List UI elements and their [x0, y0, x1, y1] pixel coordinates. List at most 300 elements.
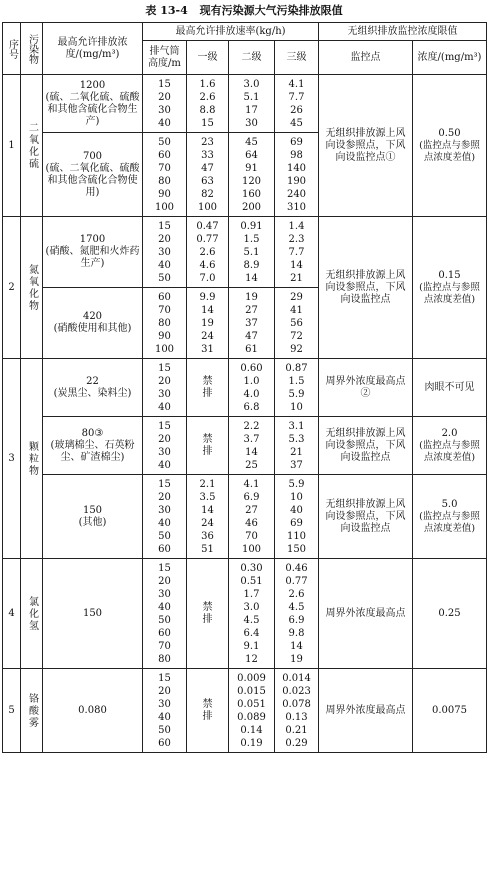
grade3-value: 5.9	[288, 478, 305, 490]
grade2-value: 6.8	[243, 401, 260, 413]
grade3-value: 2.6	[288, 588, 305, 600]
grade2-value: 5.1	[243, 91, 260, 103]
grade2-value: 17	[245, 104, 258, 116]
stack-height-value: 60	[158, 149, 171, 161]
grade1-value: 82	[201, 188, 214, 200]
monitor-point-cell: 周界外浓度最高点②	[319, 359, 413, 417]
grade3-stack	[275, 291, 318, 356]
grade2-stack	[229, 672, 274, 750]
stack-height-value: 20	[158, 575, 171, 587]
conc-value: 0.080	[78, 704, 107, 716]
grade1-value: 24	[201, 517, 214, 529]
grade2-stack	[229, 362, 274, 414]
stack-height-value: 40	[158, 401, 171, 413]
header-pollutant: 污染物	[21, 23, 43, 75]
grade3-value: 69	[290, 517, 303, 529]
grade3-value: 56	[290, 317, 303, 329]
pollutant-name: 氯化氢	[26, 595, 38, 632]
limit-note: (监控点与参照点浓度差值)	[419, 139, 480, 163]
conc-cell	[43, 475, 143, 559]
conc-note: (硝酸使用和其他)	[53, 323, 132, 334]
conc-cell	[43, 669, 143, 753]
grade1-value: 9.9	[199, 291, 216, 303]
grade3-stack	[275, 562, 318, 666]
grade1-cell	[187, 669, 229, 753]
grade2-value: 0.51	[240, 575, 263, 587]
grade2-value: 0.30	[240, 562, 263, 574]
grade3-value: 3.1	[288, 420, 305, 432]
grade3-value: 6.9	[288, 614, 305, 626]
grade1-value: 15	[201, 117, 214, 129]
conc-note: (其他)	[78, 516, 107, 528]
row-seq: 2	[3, 217, 21, 359]
conc-note: (硫、二氧化硫、硫酸和其他含硫化合物生产)	[45, 91, 140, 127]
table-row	[3, 417, 487, 475]
grade1-value: 19	[201, 317, 214, 329]
grade2-cell	[229, 75, 275, 133]
grade2-value: 4.1	[243, 478, 260, 490]
monitor-point-cell: 无组织排放源上风向设参照点，下风向设监控点①	[319, 75, 413, 217]
conc-cell	[43, 75, 143, 133]
grade2-value: 0.015	[237, 685, 266, 697]
row-pollutant	[21, 559, 43, 669]
grade3-value: 0.13	[285, 711, 308, 723]
header-grade2: 二级	[229, 41, 275, 75]
grade2-stack	[229, 420, 274, 472]
grade2-value: 27	[245, 304, 258, 316]
conc-value: 22	[86, 375, 99, 387]
ban-char: 禁	[202, 698, 213, 710]
grade3-value: 92	[290, 343, 303, 355]
stack-height-value: 15	[158, 420, 171, 432]
stack-height-stack	[143, 562, 186, 666]
grade1-stack	[187, 136, 228, 214]
grade2-value: 91	[245, 162, 258, 174]
limit-note: (监控点与参照点浓度差值)	[419, 439, 480, 463]
stack-height-value: 40	[158, 259, 171, 271]
grade3-value: 7.7	[288, 91, 305, 103]
stack-height-value: 60	[158, 543, 171, 555]
grade2-stack	[229, 78, 274, 130]
grade1-stack	[187, 478, 228, 556]
grade2-stack	[229, 136, 274, 214]
conc-note: (硫、二氧化硫、硫酸和其他含硫化合物使用)	[45, 162, 140, 198]
stack-height-value: 70	[158, 640, 171, 652]
grade1-value: 31	[201, 343, 214, 355]
ban-char: 禁	[202, 433, 213, 445]
grade3-value: 98	[290, 149, 303, 161]
grade2-value: 6.9	[243, 491, 260, 503]
grade1-stack	[187, 220, 228, 285]
conc-limit-cell	[413, 359, 487, 417]
stack-height-stack	[143, 291, 186, 356]
grade2-value: 200	[241, 201, 262, 213]
conc-limit-cell	[413, 669, 487, 753]
stack-height-value: 15	[158, 362, 171, 374]
grade2-value: 0.19	[240, 737, 263, 749]
header-max-conc: 最高允许排放浓度/(mg/m³)	[43, 23, 143, 75]
grade2-value: 4.0	[243, 388, 260, 400]
table-row	[3, 475, 487, 559]
grade1-value: 2.6	[199, 91, 216, 103]
grade2-value: 100	[241, 543, 262, 555]
ban-char: 排	[202, 613, 213, 625]
header-fugitive: 无组织排放监控浓度限值	[319, 23, 487, 41]
stack-height-value: 15	[158, 562, 171, 574]
stack-height-value: 30	[158, 104, 171, 116]
grade3-value: 0.21	[285, 724, 308, 736]
grade2-value: 160	[241, 188, 262, 200]
grade3-cell	[275, 75, 319, 133]
grade1-value: 14	[201, 504, 214, 516]
monitor-point-cell: 无组织排放源上风向设参照点，下风向设监控点	[319, 475, 413, 559]
pollutant-name: 氮氧化物	[26, 263, 38, 312]
grade2-value: 120	[241, 175, 262, 187]
grade2-cell	[229, 133, 275, 217]
grade2-value: 2.2	[243, 420, 260, 432]
stack-height-value: 50	[158, 272, 171, 284]
table-body	[3, 75, 487, 753]
grade3-cell	[275, 288, 319, 359]
conc-limit-cell	[413, 75, 487, 217]
row-pollutant	[21, 359, 43, 559]
grade1-value: 33	[201, 149, 214, 161]
header-conc-limit: 浓度/(mg/m³)	[413, 41, 487, 75]
stack-height-value: 50	[158, 136, 171, 148]
conc-cell	[43, 217, 143, 288]
grade1-cell	[187, 359, 229, 417]
stack-height-value: 30	[158, 504, 171, 516]
grade2-value: 8.9	[243, 259, 260, 271]
limit-value: 肉眼不可见	[424, 381, 475, 393]
grade1-value: 2.1	[199, 478, 216, 490]
grade3-value: 19	[290, 653, 303, 665]
grade3-cell	[275, 559, 319, 669]
grade3-cell	[275, 133, 319, 217]
grade2-value: 37	[245, 317, 258, 329]
limit-value: 2.0	[441, 427, 458, 439]
grade1-value: 0.47	[196, 220, 219, 232]
grade2-value: 25	[245, 459, 258, 471]
pollutant-name: 二氧化硫	[26, 121, 38, 170]
grade3-value: 69	[290, 136, 303, 148]
stack-height-value: 20	[158, 685, 171, 697]
grade2-stack	[229, 562, 274, 666]
ban-char: 排	[202, 387, 213, 399]
grade1-value: 4.6	[199, 259, 216, 271]
grade3-value: 0.77	[285, 575, 308, 587]
grade2-cell	[229, 475, 275, 559]
grade3-value: 26	[290, 104, 303, 116]
grade1-stack	[187, 78, 228, 130]
grade2-cell	[229, 217, 275, 288]
conc-limit-cell	[413, 559, 487, 669]
conc-value: 420	[82, 311, 103, 322]
grade1-value: 100	[197, 201, 218, 213]
grade3-value: 4.5	[288, 601, 305, 613]
grade2-value: 30	[245, 117, 258, 129]
grade2-stack	[229, 478, 274, 556]
ban-char: 禁	[202, 375, 213, 387]
grade2-stack	[229, 291, 274, 356]
stack-height-value: 80	[158, 175, 171, 187]
stack-height-value: 20	[158, 491, 171, 503]
grade2-value: 1.0	[243, 375, 260, 387]
grade3-value: 21	[290, 446, 303, 458]
grade1-value: 63	[201, 175, 214, 187]
grade2-cell	[229, 417, 275, 475]
grade2-value: 61	[245, 343, 258, 355]
height-cell	[143, 288, 187, 359]
grade3-value: 2.3	[288, 233, 305, 245]
grade3-value: 29	[290, 291, 303, 303]
grade2-value: 64	[245, 149, 258, 161]
grade1-value: 47	[201, 162, 214, 174]
grade2-value: 47	[245, 330, 258, 342]
grade2-stack	[229, 220, 274, 285]
grade3-value: 9.8	[288, 627, 305, 639]
conc-limit-cell	[413, 217, 487, 359]
row-seq: 4	[3, 559, 21, 669]
grade1-cell	[187, 559, 229, 669]
stack-height-value: 50	[158, 614, 171, 626]
stack-height-value: 80	[158, 317, 171, 329]
stack-height-value: 20	[158, 433, 171, 445]
stack-height-value: 90	[158, 188, 171, 200]
grade1-cell	[187, 217, 229, 288]
height-cell	[143, 217, 187, 288]
stack-height-value: 80	[158, 653, 171, 665]
grade3-stack	[275, 420, 318, 472]
grade3-value: 40	[290, 504, 303, 516]
grade3-value: 0.46	[285, 562, 308, 574]
ban-char: 排	[202, 445, 213, 457]
monitor-point-cell: 周界外浓度最高点	[319, 669, 413, 753]
row-seq: 1	[3, 75, 21, 217]
grade3-value: 0.023	[282, 685, 311, 697]
stack-height-value: 30	[158, 588, 171, 600]
grade3-value: 21	[290, 272, 303, 284]
grade2-value: 0.14	[240, 724, 263, 736]
stack-height-value: 40	[158, 459, 171, 471]
grade3-value: 150	[286, 543, 307, 555]
grade1-stack	[187, 291, 228, 356]
grade2-value: 4.5	[243, 614, 260, 626]
conc-value: 150	[82, 504, 103, 516]
monitor-point-cell: 周界外浓度最高点	[319, 559, 413, 669]
table-caption: 现有污染源大气污染排放限值	[199, 4, 343, 17]
conc-value: 1700	[79, 234, 106, 245]
grade3-value: 0.078	[282, 698, 311, 710]
grade3-value: 10	[290, 491, 303, 503]
grade3-value: 37	[290, 459, 303, 471]
conc-note: (硝酸、氮肥和火炸药生产)	[45, 246, 140, 269]
grade3-cell	[275, 359, 319, 417]
grade1-value: 8.8	[199, 104, 216, 116]
stack-height-value: 60	[158, 737, 171, 749]
stack-height-value: 15	[158, 478, 171, 490]
ban-char: 排	[202, 710, 213, 722]
grade1-cell	[187, 475, 229, 559]
conc-note: (玻璃棉尘、石英粉尘、矿渣棉尘)	[50, 439, 135, 463]
grade1-value: 36	[201, 530, 214, 542]
grade2-value: 46	[245, 517, 258, 529]
header-grade3: 三级	[275, 41, 319, 75]
stack-height-value: 60	[158, 291, 171, 303]
conc-limit-cell	[413, 475, 487, 559]
grade2-value: 1.5	[243, 233, 260, 245]
stack-height-value: 15	[158, 672, 171, 684]
pollutant-name: 颗粒物	[26, 440, 38, 477]
conc-cell	[43, 359, 143, 417]
grade3-value: 1.4	[288, 220, 305, 232]
stack-height-value: 20	[158, 375, 171, 387]
grade3-value: 140	[286, 162, 307, 174]
grade1-value: 0.77	[196, 233, 219, 245]
conc-cell	[43, 417, 143, 475]
conc-value: 1200	[79, 79, 106, 91]
row-pollutant	[21, 669, 43, 753]
grade3-stack	[275, 220, 318, 285]
conc-value: 700	[82, 150, 103, 162]
grade3-stack	[275, 136, 318, 214]
stack-height-value: 50	[158, 530, 171, 542]
grade3-value: 190	[286, 175, 307, 187]
grade3-value: 5.3	[288, 433, 305, 445]
conc-cell	[43, 559, 143, 669]
stack-height-value: 50	[158, 724, 171, 736]
grade1-value: 7.0	[199, 272, 216, 284]
grade3-value: 110	[286, 530, 307, 542]
height-cell	[143, 133, 187, 217]
conc-cell	[43, 133, 143, 217]
grade1-cell	[187, 133, 229, 217]
height-cell	[143, 417, 187, 475]
grade3-value: 72	[290, 330, 303, 342]
grade2-value: 9.1	[243, 640, 260, 652]
emission-limits-table	[2, 22, 487, 753]
limit-note: (监控点与参照点浓度差值)	[419, 281, 480, 305]
grade1-value: 1.6	[199, 78, 216, 90]
grade2-value: 0.91	[240, 220, 263, 232]
table-row	[3, 217, 487, 288]
limit-value: 0.50	[438, 127, 461, 139]
row-pollutant	[21, 75, 43, 217]
monitor-point-cell: 无组织排放源上风向设参照点，下风向设监控点	[319, 417, 413, 475]
stack-height-value: 60	[158, 627, 171, 639]
stack-height-value: 90	[158, 330, 171, 342]
stack-height-value: 30	[158, 388, 171, 400]
grade2-cell	[229, 288, 275, 359]
table-title	[0, 0, 488, 22]
conc-cell	[43, 288, 143, 359]
stack-height-value: 30	[158, 446, 171, 458]
grade1-value: 14	[201, 304, 214, 316]
grade3-value: 10	[290, 401, 303, 413]
stack-height-value: 15	[158, 220, 171, 232]
stack-height-stack	[143, 78, 186, 130]
grade1-ban	[187, 434, 228, 458]
height-cell	[143, 475, 187, 559]
grade3-cell	[275, 417, 319, 475]
stack-height-value: 15	[158, 78, 171, 90]
grade3-value: 0.29	[285, 737, 308, 749]
grade3-stack	[275, 362, 318, 414]
grade3-value: 240	[286, 188, 307, 200]
stack-height-value: 20	[158, 91, 171, 103]
limit-value: 0.25	[438, 607, 461, 619]
grade3-value: 310	[286, 201, 307, 213]
grade3-value: 1.5	[288, 375, 305, 387]
height-cell	[143, 359, 187, 417]
grade3-value: 7.7	[288, 246, 305, 258]
limit-value: 5.0	[441, 498, 458, 510]
conc-note: (炭黑尘、染料尘)	[53, 387, 132, 399]
stack-height-value: 20	[158, 233, 171, 245]
grade1-ban	[187, 699, 228, 723]
grade2-cell	[229, 359, 275, 417]
grade2-value: 3.0	[243, 601, 260, 613]
grade3-value: 0.87	[285, 362, 308, 374]
grade2-value: 45	[245, 136, 258, 148]
stack-height-value: 40	[158, 117, 171, 129]
grade2-value: 0.009	[237, 672, 266, 684]
grade1-value: 2.6	[199, 246, 216, 258]
grade2-value: 1.7	[243, 588, 260, 600]
grade2-value: 14	[245, 446, 258, 458]
conc-limit-cell	[413, 417, 487, 475]
row-seq: 3	[3, 359, 21, 559]
stack-height-value: 30	[158, 246, 171, 258]
limit-note: (监控点与参照点浓度差值)	[419, 510, 480, 534]
grade2-value: 3.7	[243, 433, 260, 445]
grade3-value: 4.1	[288, 78, 305, 90]
stack-height-value: 70	[158, 162, 171, 174]
grade2-value: 5.1	[243, 246, 260, 258]
table-row	[3, 359, 487, 417]
stack-height-value: 40	[158, 517, 171, 529]
grade3-value: 5.9	[288, 388, 305, 400]
grade1-ban	[187, 376, 228, 400]
grade2-value: 19	[245, 291, 258, 303]
grade3-value: 41	[290, 304, 303, 316]
limit-value: 0.15	[438, 269, 461, 281]
stack-height-value: 40	[158, 601, 171, 613]
grade3-cell	[275, 669, 319, 753]
stack-height-stack	[143, 362, 186, 414]
table-row	[3, 75, 487, 133]
grade3-stack	[275, 78, 318, 130]
stack-height-stack	[143, 420, 186, 472]
limit-value: 0.0075	[432, 704, 468, 716]
grade1-cell	[187, 288, 229, 359]
conc-value: 150	[82, 607, 103, 619]
grade3-cell	[275, 217, 319, 288]
grade2-value: 6.4	[243, 627, 260, 639]
table-row	[3, 559, 487, 669]
grade3-cell	[275, 475, 319, 559]
header-stack-height: 排气筒高度/m	[143, 41, 187, 75]
grade2-value: 12	[245, 653, 258, 665]
grade1-value: 23	[201, 136, 214, 148]
stack-height-value: 100	[154, 343, 175, 355]
grade3-value: 14	[290, 259, 303, 271]
stack-height-stack	[143, 672, 186, 750]
row-pollutant	[21, 217, 43, 359]
grade1-value: 51	[201, 543, 214, 555]
grade2-cell	[229, 559, 275, 669]
stack-height-stack	[143, 136, 186, 214]
